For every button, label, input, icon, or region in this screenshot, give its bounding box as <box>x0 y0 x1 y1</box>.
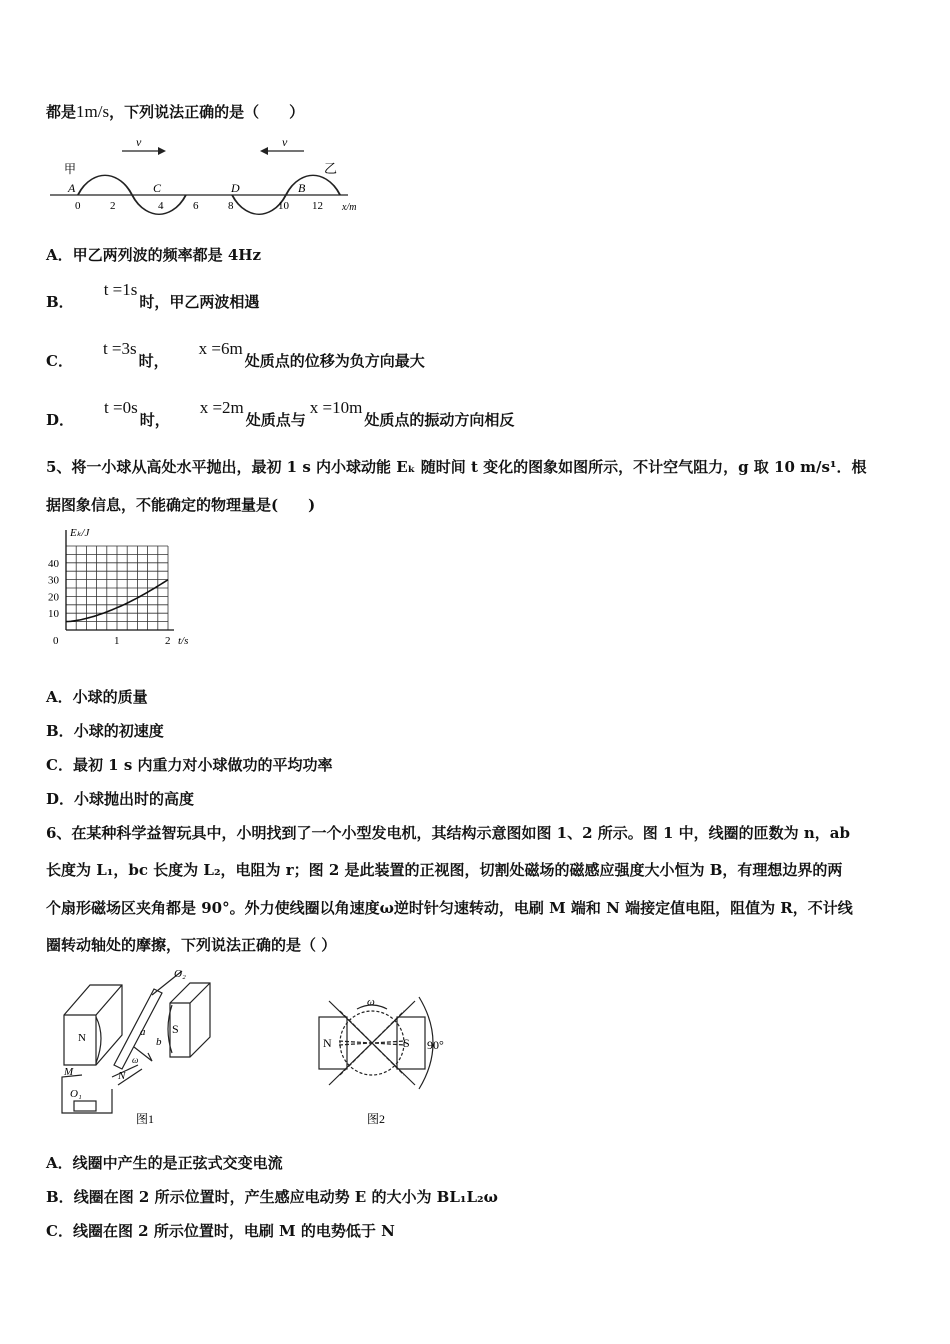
q5-chart-labels <box>48 527 188 647</box>
q4-tick-4: 4 <box>158 200 164 212</box>
q5-option-b-text: 小球的初速度 <box>73 722 164 740</box>
q4-option-a <box>46 244 261 265</box>
q4-stem <box>46 101 304 122</box>
q6-fig1-caption: 图1 <box>136 1112 155 1126</box>
q6-fig1-magnet-n-edges <box>64 985 122 1065</box>
q5-y-tick-label: 30 <box>48 574 59 587</box>
q5-option-c <box>46 754 333 775</box>
q4-v-label-2: v <box>282 135 288 149</box>
q5-option-a-letter: A． <box>46 688 73 706</box>
q5-option-a-text: 小球的质量 <box>72 688 148 706</box>
q4-tick-10: 10 <box>278 200 289 212</box>
q5-option-d-text: 小球抛出时的高度 <box>74 790 195 808</box>
q4-option-d-math1: t =0s <box>104 398 138 417</box>
q6-fig1-resistor <box>74 1101 96 1111</box>
q5-option-b <box>46 720 164 741</box>
q4-axis-label: x/m <box>342 202 357 213</box>
q4-option-b-text: 时，甲乙两波相遇 <box>139 293 260 311</box>
q4-label-yi: 乙 <box>324 161 338 176</box>
q6-fig1-label-b: b <box>156 1036 162 1048</box>
q6-option-c <box>46 1220 395 1241</box>
q4-point-D: D <box>231 181 240 195</box>
q4-stem-prefix: 都是 <box>46 103 77 121</box>
q4-option-c-math1: t =3s <box>102 339 137 358</box>
q4-option-a-letter: A． <box>46 246 73 264</box>
q5-y-tick-label: 10 <box>48 608 59 621</box>
q4-option-d-mid: 时， <box>139 411 170 429</box>
q6-stem-line-2: 长度为 L₁，bc 长度为 L₂，电阻为 r；图 2 是此装置的正视图，切割处磁场的磁感应强度大小恒为 B，有理想边界的两 <box>46 861 843 879</box>
q4-v-label-1: v <box>136 135 142 149</box>
q6-fig2-caption: 图2 <box>367 1112 386 1126</box>
q6-fig1-label-n: N <box>78 1032 86 1044</box>
q6-fig1-label-o2: O₂ <box>174 968 186 980</box>
q6-option-a <box>46 1152 283 1173</box>
q5-option-c-letter: C． <box>46 756 73 774</box>
q6-figure-1 <box>52 965 222 1130</box>
q4-option-c-text: 处质点的位移为负方向最大 <box>244 352 425 370</box>
q6-option-a-text: 线圈中产生的是正弦式交变电流 <box>72 1154 283 1172</box>
q5-x-tick-label: 0 <box>53 635 59 647</box>
q4-option-c-letter: C． <box>46 352 73 370</box>
q6-stem-line-4: 圈转动轴处的摩擦，下列说法正确的是（ ） <box>46 936 337 954</box>
q4-stem-suffix: ，下列说法正确的是（ ） <box>109 103 305 121</box>
q6-fig1-pole-n-face <box>96 1017 101 1063</box>
q6-fig2-label-90: 90° <box>427 1038 444 1052</box>
q6-stem-line-3: 个扇形磁场区夹角都是 90°。外力使线圈以角速度ω逆时针匀速转动，电刷 M 端和 N 端接定值电阻，阻值为 R，不计线 <box>46 899 853 917</box>
q6-fig1-label-o1: O₁ <box>70 1088 82 1100</box>
q4-stem-speed: 1m/s <box>76 102 110 121</box>
q6-option-c-letter: C． <box>46 1222 73 1240</box>
q5-y-tick-label: 40 <box>48 557 59 570</box>
q6-fig2-label-n: N <box>323 1036 332 1050</box>
q5-y-axis-label: Eₖ/J <box>70 527 90 539</box>
q6-fig2-label-s: S <box>403 1036 410 1050</box>
q6-fig2-label-omega: ω <box>367 996 375 1008</box>
q4-arrow-right-head <box>158 147 166 155</box>
q5-x-tick-label: 1 <box>114 635 120 647</box>
q4-tick-2: 2 <box>110 200 116 212</box>
q4-option-d-math2: x =2m <box>199 398 244 417</box>
q5-option-c-text: 最初 1 s 内重力对小球做功的平均功率 <box>72 756 333 774</box>
q4-option-c <box>46 339 425 371</box>
q5-ek-chart <box>44 522 204 668</box>
q4-tick-8: 8 <box>228 200 234 212</box>
q6-option-a-letter: A． <box>46 1154 73 1172</box>
q4-option-d-math3: x =10m <box>309 398 363 417</box>
q4-tick-12: 12 <box>312 200 323 212</box>
q4-point-C: C <box>153 181 162 195</box>
q6-fig1-magnet-n <box>64 985 122 1065</box>
q4-option-d-letter: D． <box>46 411 75 429</box>
q6-fig1-magnet-s-edges <box>170 983 210 1057</box>
q6-fig1-label-s: S <box>172 1022 179 1036</box>
q5-option-a <box>46 686 148 707</box>
q5-option-d <box>46 788 194 809</box>
q6-option-b-text: 线圈在图 2 所示位置时，产生感应电动势 E 的大小为 BL₁L₂ω <box>73 1188 498 1206</box>
q5-x-axis-label: t/s <box>178 635 189 647</box>
q4-label-jia: 甲 <box>64 162 77 176</box>
q4-wave-figure <box>46 135 376 217</box>
q6-option-b-letter: B． <box>46 1188 74 1206</box>
q4-option-c-mid: 时， <box>138 352 169 370</box>
q4-option-c-math2: x =6m <box>198 339 243 358</box>
q5-chart-grid <box>66 546 168 630</box>
q4-option-d-mid2: 处质点与 <box>245 411 306 429</box>
q4-point-B: B <box>298 181 306 195</box>
q5-x-tick-label: 2 <box>165 635 171 647</box>
q4-option-b <box>46 280 260 312</box>
q6-fig1-label-a: a <box>140 1026 146 1038</box>
q4-option-b-math: t =1s <box>103 280 138 299</box>
q5-option-b-letter: B． <box>46 722 74 740</box>
q4-point-A: A <box>68 181 76 195</box>
q4-arrow-left-head <box>260 147 268 155</box>
q5-stem-line-2: 据图象信息，不能确定的物理量是( ) <box>46 496 316 514</box>
q4-option-a-text: 甲乙两列波的频率都是 4Hz <box>72 246 261 264</box>
q4-option-b-letter: B． <box>46 293 74 311</box>
q6-fig2-pole-s <box>397 1017 425 1069</box>
q6-option-b <box>46 1186 498 1207</box>
q6-option-c-text: 线圈在图 2 所示位置时，电刷 M 的电势低于 N <box>72 1222 395 1240</box>
q6-figure-2 <box>315 975 465 1130</box>
q4-tick-0: 0 <box>75 200 81 212</box>
q4-option-d <box>46 398 515 430</box>
q6-stem-line-1: 6、在某种科学益智玩具中，小明找到了一个小型发电机，其结构示意图如图 1、2 所示。图 1 中，线圈的匝数为 n，ab <box>46 824 850 842</box>
q4-tick-6: 6 <box>193 200 199 212</box>
q5-y-tick-label: 20 <box>48 591 59 604</box>
q6-fig1-label-m: M <box>64 1066 74 1078</box>
q6-fig1-label-omega: ω <box>132 1055 139 1065</box>
q6-fig1-label-n-brush: N <box>118 1070 126 1082</box>
q4-option-d-text: 处质点的振动方向相反 <box>364 411 515 429</box>
q5-option-d-letter: D． <box>46 790 75 808</box>
q5-stem-line-1: 5、将一小球从高处水平抛出，最初 1 s 内小球动能 Eₖ 随时间 t 变化的图象如图所示，不计空气阻力，g 取 10 m/s¹．根 <box>46 458 867 476</box>
